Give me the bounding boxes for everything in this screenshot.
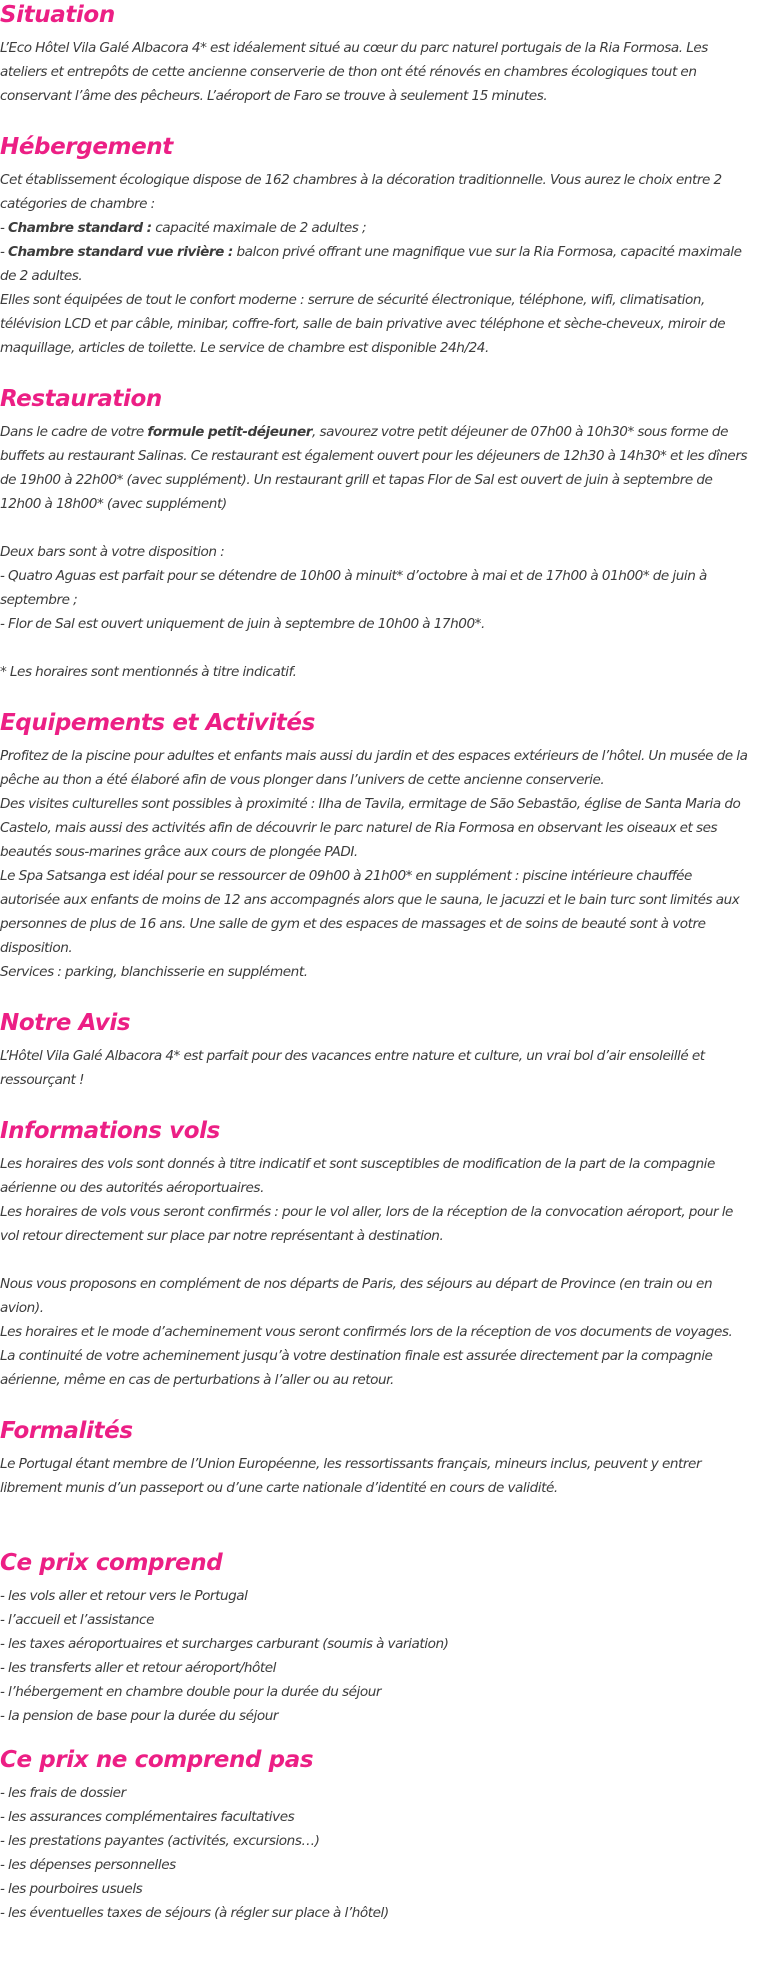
bold-text: formule petit-déjeuner: [147, 424, 312, 440]
room-type: [0, 240, 752, 288]
section-avis: [0, 1008, 752, 1092]
section-equipements: [0, 708, 752, 984]
room-type: [0, 216, 752, 240]
list-item: - la pension de base pour la durée du séjour: [0, 1708, 279, 1724]
list-item: - Flor de Sal est ouvert uniquement de juin à septembre de 10h00 à 17h00*.: [0, 616, 485, 632]
text-span: Dans le cadre de votre: [0, 424, 148, 440]
section-title: Hébergement: [0, 134, 173, 160]
section-title: Ce prix comprend: [0, 1550, 223, 1576]
list-item: - les taxes aéroportuaires et surcharges carburant (soumis à variation): [0, 1636, 449, 1652]
section-title: Equipements et Activités: [0, 710, 315, 736]
section-prix-ne-comprend-pas: [0, 1745, 752, 1925]
paragraph: Les horaires et le mode d’acheminement vous seront confirmés lors de la réception de vos documents de voyages.: [0, 1324, 733, 1340]
section-prix-comprend: [0, 1548, 752, 1728]
list-item: - les pourboires usuels: [0, 1881, 143, 1897]
room-name: Chambre standard :: [8, 220, 152, 236]
paragraph: Le Spa Satsanga est idéal pour se ressourcer de 09h00 à 21h00* en supplément : piscine intérieure chauffée autorisée aux enfants de moins de 12 ans accompagnés alors que le sauna, le jacuzzi et le bain turc sont limités aux personnes de plus de 16 ans. Une salle de gym et des espaces de massages et de soins de beauté sont à votre disposition.: [0, 868, 740, 956]
list-item: - l’accueil et l’assistance: [0, 1612, 154, 1628]
paragraph: [0, 420, 752, 516]
section-hebergement: [0, 132, 752, 360]
paragraph: Nous vous proposons en complément de nos départs de Paris, des séjours au départ de Province (en train ou en avion).: [0, 1276, 713, 1316]
paragraph: Le Portugal étant membre de l’Union Européenne, les ressortissants français, mineurs inclus, peuvent y entrer librement munis d’un passeport ou d’une carte nationale d’identité en cours de validité.: [0, 1456, 702, 1496]
list-item: - les éventuelles taxes de séjours (à régler sur place à l’hôtel): [0, 1905, 389, 1921]
text-span: , savourez votre petit déjeuner de 07h00 à 10h30* sous forme de buffets au restaurant Salinas. Ce restaurant est également ouvert pour les déjeuners de 12h30 à 14h30* et les dîners de 19h00 à 22h00* (avec supplément). Un restaurant grill et tapas Flor de Sal est ouvert de juin à septembre de 12h00 à 18h00* (avec supplément): [0, 424, 748, 512]
list-item: - l’hébergement en chambre double pour la durée du séjour: [0, 1684, 382, 1700]
section-title: Formalités: [0, 1418, 133, 1444]
paragraph: La continuité de votre acheminement jusqu’à votre destination finale est assurée directement par la compagnie aérienne, même en cas de perturbations à l’aller ou au retour.: [0, 1348, 713, 1388]
room-prefix: -: [0, 244, 9, 260]
section-vols: [0, 1116, 752, 1392]
list-item: - Quatro Aguas est parfait pour se détendre de 10h00 à minuit* d’octobre à mai et de 17h00 à 01h00* de juin à septembre ;: [0, 568, 707, 608]
paragraph: Les horaires des vols sont donnés à titre indicatif et sont susceptibles de modification de la part de la compagnie aérienne ou des autorités aéroportuaires.: [0, 1156, 715, 1196]
paragraph: Des visites culturelles sont possibles à proximité : Ilha de Tavila, ermitage de São Sebastão, église de Santa Maria do Castelo, mais aussi des activités afin de découvrir le parc naturel de Ria Formosa en observant les oiseaux et ses beautés sous-marines grâce aux cours de plongée PADI.: [0, 796, 741, 860]
list-item: - les assurances complémentaires facultatives: [0, 1809, 295, 1825]
section-title: Ce prix ne comprend pas: [0, 1747, 314, 1773]
room-desc: capacité maximale de 2 adultes ;: [151, 220, 367, 236]
section-title: Notre Avis: [0, 1010, 131, 1036]
section-title: Situation: [0, 2, 115, 28]
list-item: - les frais de dossier: [0, 1785, 126, 1801]
paragraph: Deux bars sont à votre disposition :: [0, 544, 225, 560]
room-name: Chambre standard vue rivière :: [8, 244, 233, 260]
paragraph: Services : parking, blanchisserie en supplément.: [0, 964, 308, 980]
list-item: - les vols aller et retour vers le Portugal: [0, 1588, 248, 1604]
paragraph: Cet établissement écologique dispose de 162 chambres à la décoration traditionnelle. Vous aurez le choix entre 2 catégories de chambre :: [0, 172, 722, 212]
paragraph: L’Eco Hôtel Vila Galé Albacora 4* est idéalement situé au cœur du parc naturel portugais de la Ria Formosa. Les ateliers et entrepôts de cette ancienne conserverie de thon ont été rénovés en chambres écologiques tout en conservant l’âme des pêcheurs. L’aéroport de Faro se trouve à seulement 15 minutes.: [0, 40, 708, 104]
list-item: - les dépenses personnelles: [0, 1857, 176, 1873]
paragraph: Elles sont équipées de tout le confort moderne : serrure de sécurité électronique, téléphone, wifi, climatisation, télévision LCD et par câble, minibar, coffre-fort, salle de bain privative avec téléphone et sèche-cheveux, miroir de maquillage, articles de toilette. Le service de chambre est disponible 24h/24.: [0, 292, 726, 356]
room-prefix: -: [0, 220, 9, 236]
section-title: Restauration: [0, 386, 162, 412]
section-formalites: [0, 1416, 752, 1500]
list-item: - les prestations payantes (activités, excursions…): [0, 1833, 320, 1849]
list-item: - les transferts aller et retour aéroport/hôtel: [0, 1660, 276, 1676]
room-desc: balcon privé offrant une magnifique vue sur la Ria Formosa, capacité maximale de 2 adultes.: [0, 244, 742, 284]
section-situation: [0, 0, 752, 108]
section-title: Informations vols: [0, 1118, 220, 1144]
section-restauration: [0, 384, 752, 684]
paragraph: Les horaires de vols vous seront confirmés : pour le vol aller, lors de la réception de la convocation aéroport, pour le vol retour directement sur place par notre représentant à destination.: [0, 1204, 733, 1244]
paragraph: Profitez de la piscine pour adultes et enfants mais aussi du jardin et des espaces extérieurs de l’hôtel. Un musée de la pêche au thon a été élaboré afin de vous plonger dans l’univers de cette ancienne conserverie.: [0, 748, 748, 788]
footnote: * Les horaires sont mentionnés à titre indicatif.: [0, 664, 297, 680]
paragraph: L’Hôtel Vila Galé Albacora 4* est parfait pour des vacances entre nature et culture, un vrai bol d’air ensoleillé et ressourçant !: [0, 1048, 705, 1088]
